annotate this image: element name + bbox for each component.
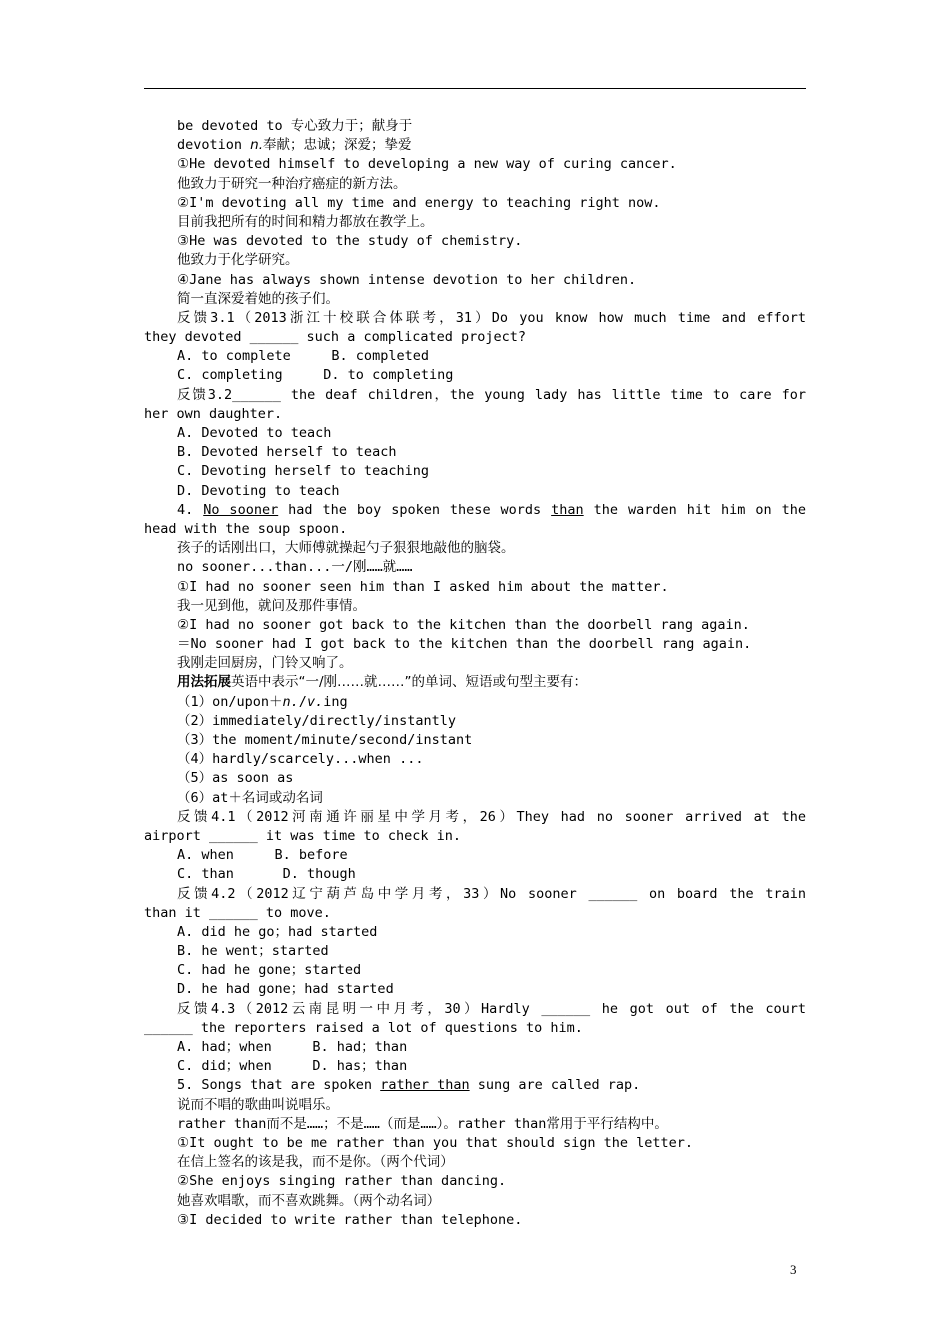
example-sentence: ②I had no sooner got back to the kitchen than the doorbell rang again. [177, 616, 750, 633]
exercise-option: A. Devoted to teach [177, 425, 332, 441]
usage-item: （3）the moment/minute/second/instant [177, 732, 473, 748]
exercise-option: B. Devoted herself to teach [177, 444, 397, 461]
key-sentence-translation: 说而不唱的歌曲叫说唱乐。 [177, 1096, 339, 1113]
exercise-question: than it ______ to move. [144, 904, 331, 921]
phrase-definition: no sooner...than...一/刚……就…… [177, 559, 413, 576]
example-sentence: ①It ought to be me rather than you that should sign the letter. [177, 1134, 694, 1151]
exercise-option: D. he had gone；had started [177, 981, 394, 998]
exercise-option: D. Devoting to teach [177, 482, 340, 499]
example-translation: 简一直深爱着她的孩子们。 [177, 290, 339, 307]
exercise-options: C. did；when D. has；than [177, 1058, 408, 1075]
exercise-option: B. he went；started [177, 943, 329, 960]
usage-extension-heading: 用法拓展 [177, 674, 231, 691]
example-sentence: ＝No sooner had I got back to the kitchen than the doorbell rang again. [177, 636, 752, 653]
exercise-question: airport ______ it was time to check in. [144, 827, 461, 844]
example-translation: 目前我把所有的时间和精力都放在教学上。 [177, 213, 434, 230]
exercise-options: A. to complete B. completed [177, 348, 429, 365]
exercise-question: her own daughter. [144, 405, 283, 422]
exercise-option: C. Devoting herself to teaching [177, 463, 429, 480]
exercise-question: 反馈3.1（2013浙江十校联合体联考，31）Do you know how much time and effort [177, 309, 806, 326]
word: devotion [177, 137, 251, 154]
example-sentence: ②She enjoys singing rather than dancing. [177, 1173, 507, 1190]
exercise-question: 反馈3.2______ the deaf children，the young lady has little time to care for [177, 386, 806, 403]
exercise-question: they devoted ______ such a complicated project? [144, 329, 527, 346]
key-sentence: head with the soup spoon. [144, 520, 348, 537]
example-translation: 她喜欢唱歌，而不喜欢跳舞。（两个动名词） [177, 1192, 441, 1209]
usage-item: （4）hardly/scarcely...when ... [177, 751, 424, 768]
example-translation: 他致力于研究一种治疗癌症的新方法。 [177, 175, 407, 192]
exercise-question: ______ the reporters raised a lot of questions to him. [144, 1019, 583, 1036]
vocab-entry [144, 136, 806, 155]
usage-item: （5）as soon as [177, 770, 294, 787]
vocab-entry: be devoted to 专心致力于；献身于 [177, 118, 413, 134]
exercise-question: 反馈4.1（2012河南通许丽星中学月考，26）They had no sooner arrived at the [177, 808, 806, 825]
exercise-option: A. did he go；had started [177, 923, 378, 940]
usage-item: （2）immediately/directly/instantly [177, 712, 456, 729]
example-translation: 他致力于化学研究。 [177, 252, 299, 269]
example-sentence: ①He devoted himself to developing a new way of curing cancer. [177, 156, 677, 173]
key-sentence: 4. No sooner had the boy spoken these words than the warden hit him on the [177, 501, 806, 518]
exercise-question: 反馈4.3（2012云南昆明一中月考，30）Hardly ______ he got out of the court [177, 1000, 806, 1017]
usage-item: （6）at＋名词或动名词 [177, 789, 323, 806]
example-translation: 我刚走回厨房，门铃又响了。 [177, 655, 353, 672]
key-sentence: 5. Songs that are spoken rather than sung are called rap. [177, 1077, 641, 1094]
example-translation: 我一见到他，就问及那件事情。 [177, 597, 366, 614]
document-body [144, 117, 806, 1230]
usage-extension: 用法拓展英语中表示“一/刚……就……”的单词、短语或句型主要有： [177, 674, 588, 691]
exercise-question: 反馈4.2（2012辽宁葫芦岛中学月考，33）No sooner ______ on board the train [177, 885, 806, 902]
key-sentence-translation: 孩子的话刚出口，大师傅就操起勺子狠狠地敲他的脑袋。 [177, 540, 515, 557]
example-sentence: ②I'm devoting all my time and energy to teaching right now. [177, 194, 661, 211]
example-sentence: ①I had no sooner seen him than I asked him about the matter. [177, 578, 669, 595]
definition: 奉献；忠诚；深爱；挚爱 [263, 137, 412, 154]
part-of-speech: n. [250, 137, 264, 154]
underlined-phrase: rather than [380, 1077, 470, 1094]
phrase-definition: rather than而不是……；不是……（而是……）。rather than常用于平行结构中。 [177, 1115, 668, 1132]
example-sentence: ④Jane has always shown intense devotion to her children. [177, 271, 637, 288]
example-sentence: ③I decided to write rather than telephone. [177, 1211, 523, 1228]
underlined-phrase: No sooner [203, 501, 279, 518]
exercise-options: C. completing D. to completing [177, 367, 454, 384]
exercise-option: C. had he gone；started [177, 962, 362, 979]
underlined-phrase: than [551, 501, 584, 518]
exercise-options: C. than D. though [177, 866, 356, 883]
exercise-options: A. when B. before [177, 847, 348, 864]
page-number: 3 [790, 1262, 797, 1277]
header-rule [144, 88, 806, 89]
example-sentence: ③He was devoted to the study of chemistry. [177, 233, 523, 250]
exercise-options: A. had；when B. had；than [177, 1039, 408, 1055]
usage-item: （1）on/upon＋n./v.ing [177, 693, 348, 710]
example-translation: 在信上签名的该是我，而不是你。（两个代词） [177, 1154, 454, 1171]
